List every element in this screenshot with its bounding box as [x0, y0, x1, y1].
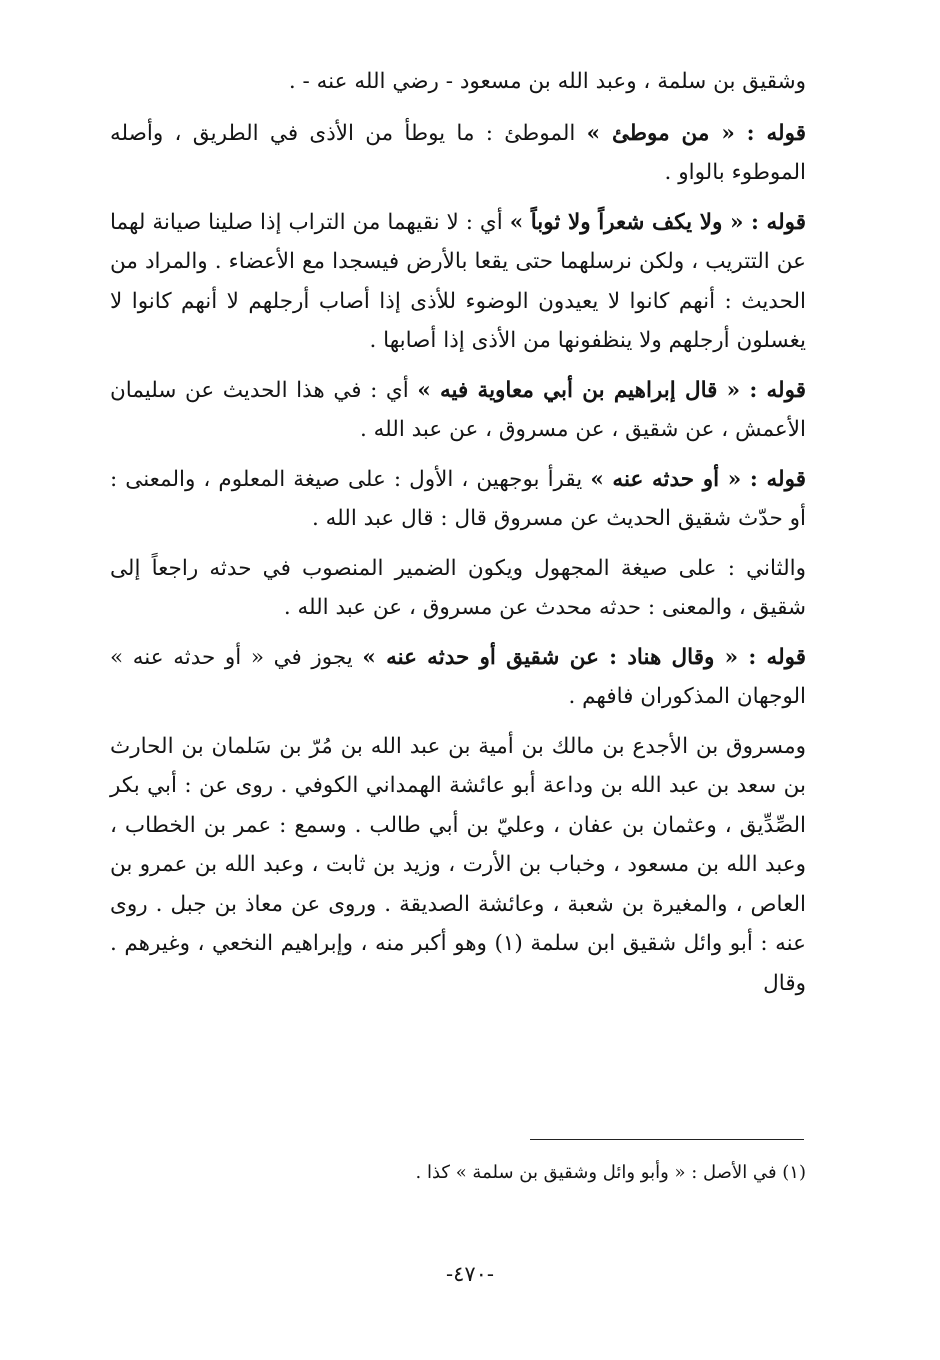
- paragraph-6-text: والثاني : على صيغة المجهول ويكون الضمير المنصوب في حدثه راجعاً إلى شقيق ، والمعنى : حدثه محدث عن مسروق ، عن عبد الله .: [110, 555, 806, 620]
- paragraph-4-text: أي : في هذا الحديث عن سليمان الأعمش ، عن شقيق ، عن مسروق ، عن عبد الله .: [110, 377, 806, 442]
- paragraph-2-text: الموطئ : ما يوطأ من الأذى في الطريق ، وأصله الموطوء بالواو .: [110, 120, 806, 185]
- paragraph-8: [110, 727, 806, 1004]
- paragraph-1-text: وشقيق بن سلمة ، وعبد الله بن مسعود - رضي الله عنه - .: [288, 69, 806, 94]
- paragraph-4: [110, 371, 806, 450]
- paragraph-5-heading: قوله : « أو حدثه عنه »: [590, 466, 806, 492]
- paragraph-3-text: أي : لا نقيهما من التراب إذا صلينا صيانة لهما عن التتريب ، ولكن نرسلهما حتى يقعا بالأرض فيسجدا مع الأعضاء . والمراد من الحديث : أنهم كانوا لا يعيدون الوضوء للأذى إذا أصاب أرجلهم لا أنهم كانوا لا يغسلون أرجلهم ولا ينظفونها من الأذى إذا أصابها .: [110, 209, 806, 353]
- paragraph-2: [110, 114, 806, 193]
- paragraph-7-heading: قوله : « وقال هناد : عن شقيق أو حدثه عنه »: [362, 644, 806, 670]
- paragraph-6: [110, 549, 806, 628]
- paragraph-1: [110, 62, 806, 102]
- paragraph-5: [110, 460, 806, 539]
- paragraph-3: [110, 203, 806, 361]
- paragraph-4-heading: قوله : « قال إبراهيم بن أبي معاوية فيه »: [417, 377, 806, 403]
- footnote-divider: [530, 1139, 804, 1140]
- paragraph-7-text: يجوز في « أو حدثه عنه » الوجهان المذكوران فافهم .: [110, 644, 806, 709]
- page-number: -٤٧٠-: [445, 1262, 495, 1286]
- paragraph-8-text: ومسروق بن الأجدع بن مالك بن أمية بن عبد الله بن مُرّ بن سَلمان بن الحارث بن سعد بن عبد الله بن وداعة أبو عائشة الهمداني الكوفي . روى عن : أبي بكر الصِّدِّيق ، وعثمان بن عفان ، وعليّ بن أبي طالب . وسمع : عمر بن الخطاب ، وعبد الله بن مسعود ، وخباب بن الأرت ، وزيد بن ثابت ، وعبد الله بن عمرو بن العاص ، والمغيرة بن شعبة ، وعائشة الصديقة . وروى عن معاذ بن جبل . روى عنه : أبو وائل شقيق ابن سلمة (١) وهو أكبر منه ، وإبراهيم النخعي ، وغيرهم . وقال: [110, 733, 806, 996]
- paragraph-5-text: يقرأ بوجهين ، الأول : على صيغة المعلوم ، والمعنى : أو حدّث شقيق الحديث عن مسروق قال : قال عبد الله .: [110, 466, 806, 531]
- paragraph-3-heading: قوله : « ولا يكف شعراً ولا ثوباً »: [509, 209, 807, 235]
- paragraph-7: [110, 638, 806, 717]
- main-text: [110, 62, 806, 1013]
- footnote: (١) في الأصل : « وأبو وائل وشقيق بن سلمة » كذا .: [415, 1162, 806, 1183]
- paragraph-2-heading: قوله : « من موطئ »: [586, 120, 806, 146]
